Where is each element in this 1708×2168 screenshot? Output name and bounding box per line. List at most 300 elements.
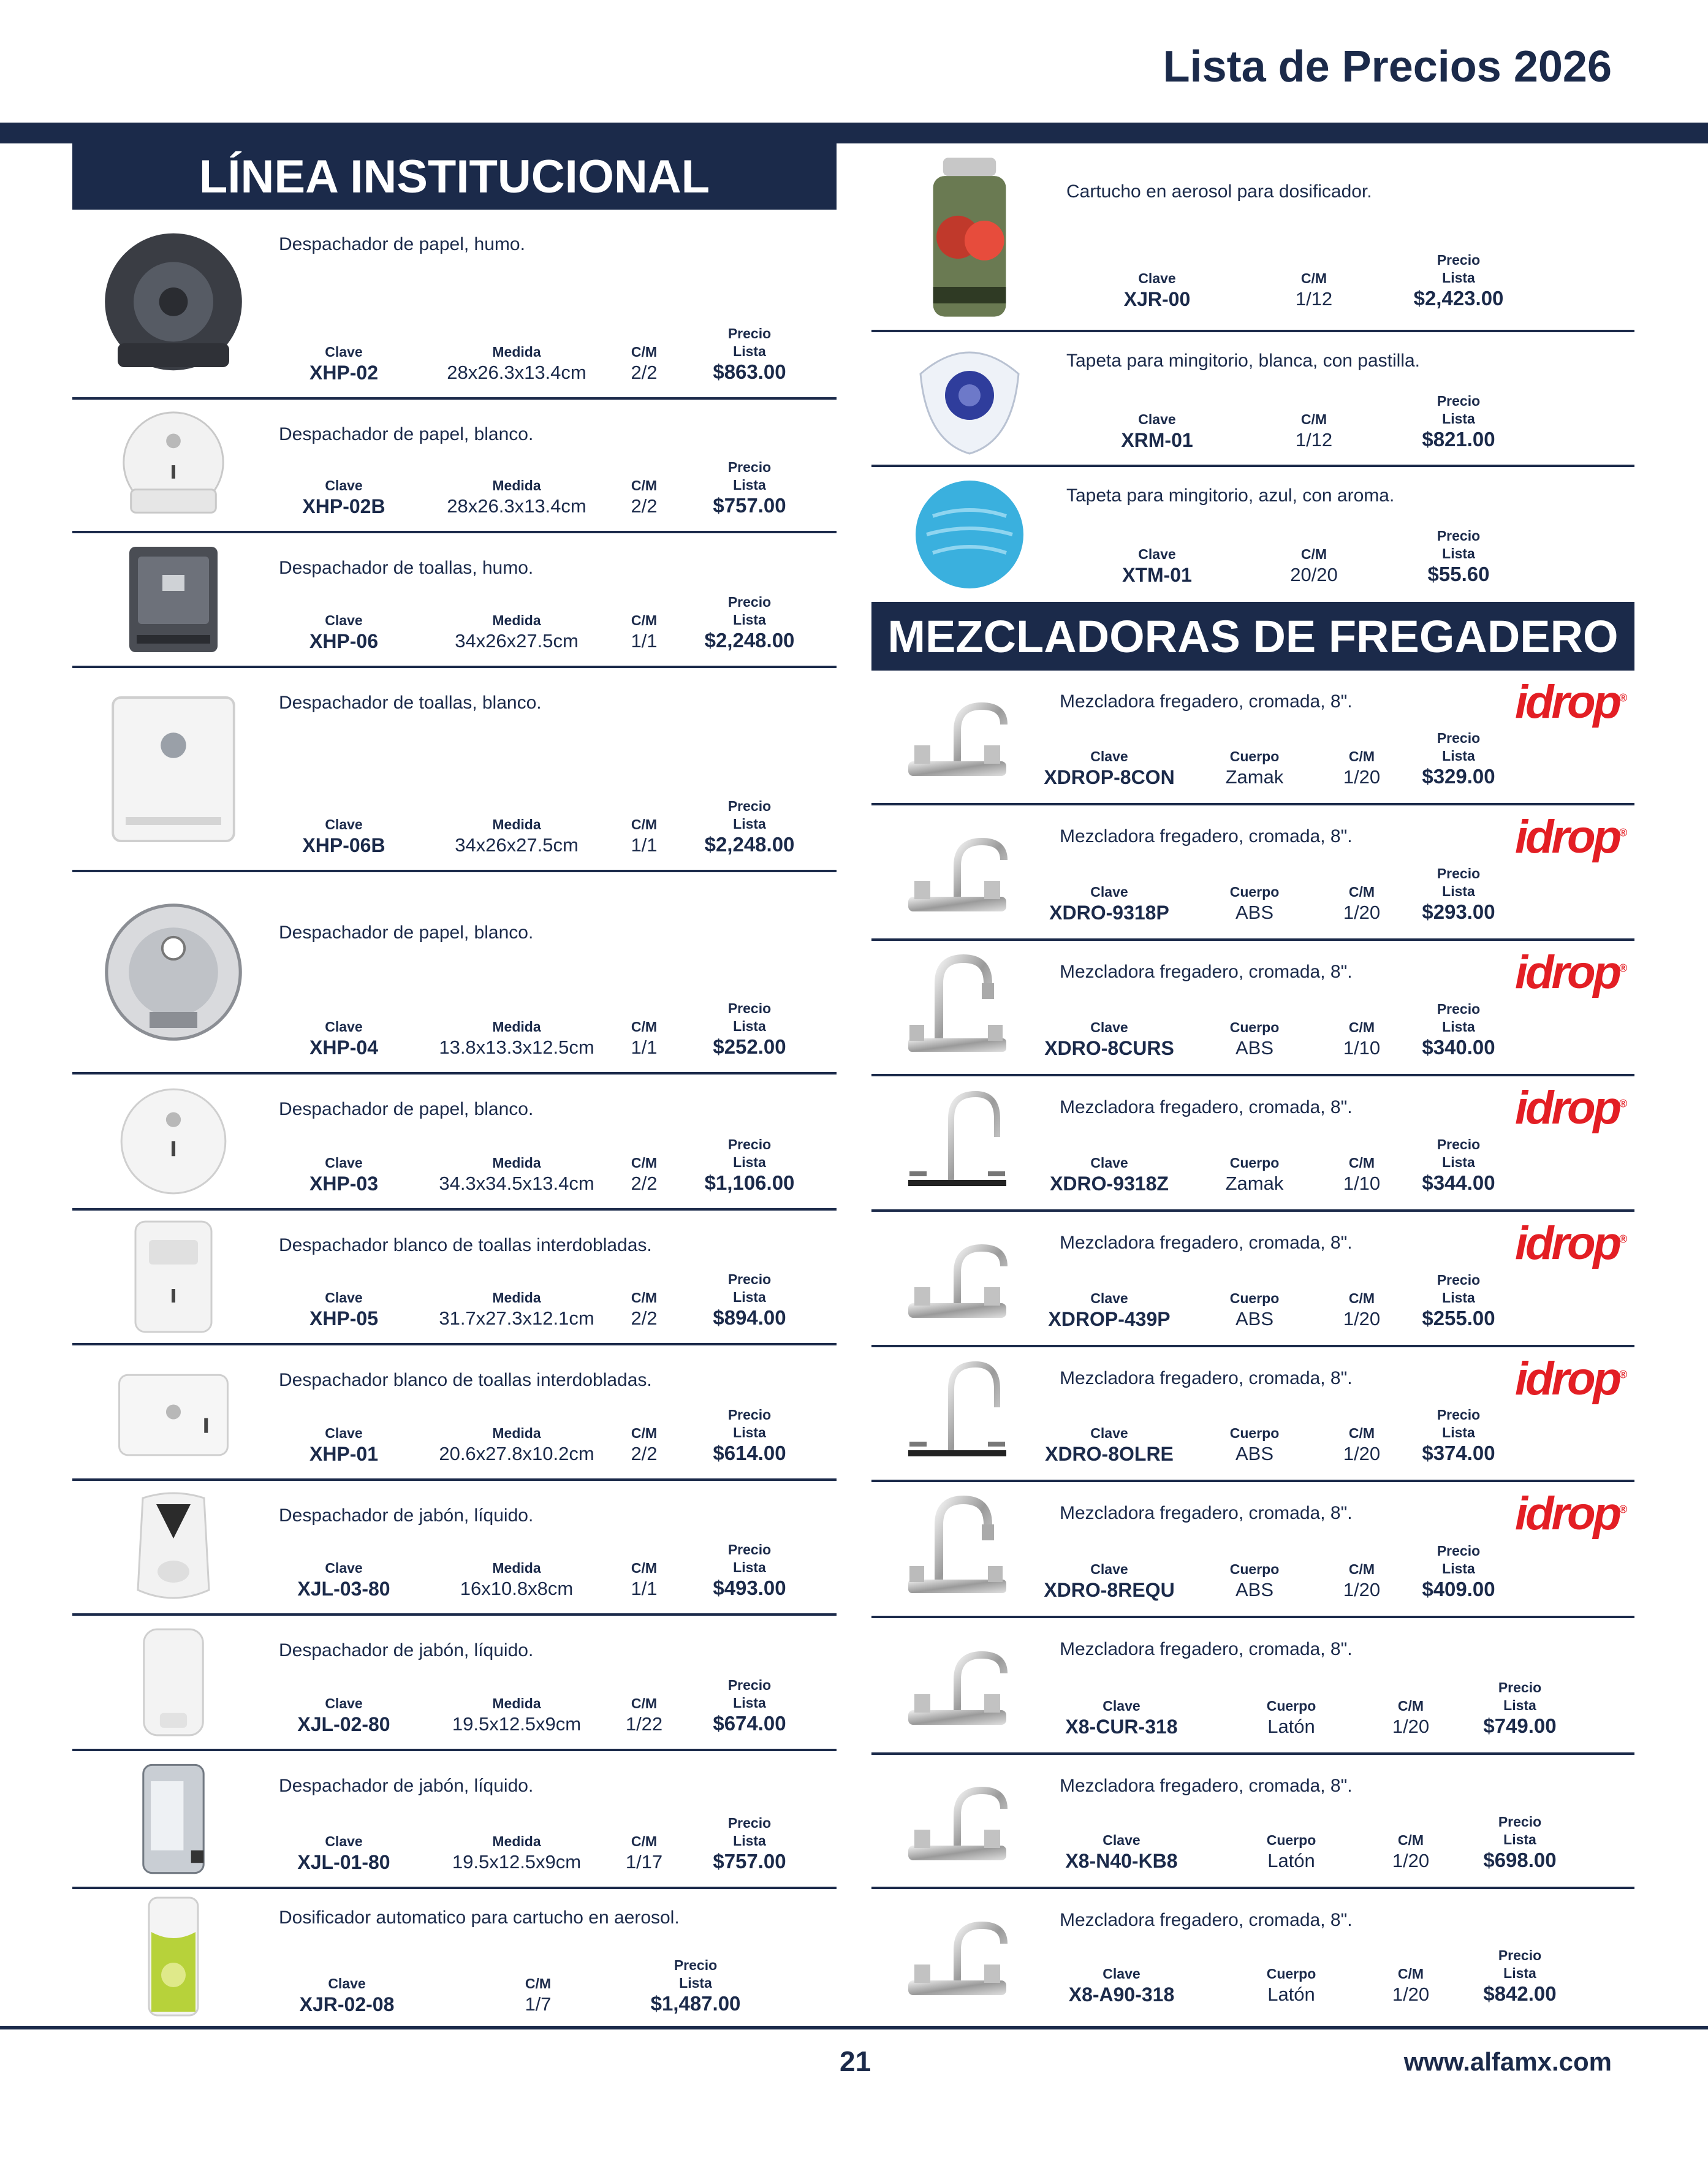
precio-cell-label: Lista — [733, 1695, 766, 1711]
product-row — [871, 332, 1634, 467]
idrop-logo: idrop® — [1515, 1488, 1625, 1540]
precio-cell-label: Precio — [1437, 1543, 1481, 1559]
product-row — [72, 872, 837, 1074]
cm-cell-value: 1/20 — [1343, 1579, 1381, 1600]
precio-cell — [1422, 392, 1495, 451]
cuerpo-cell-label: Cuerpo — [1229, 1290, 1280, 1306]
cuerpo-cell — [1230, 883, 1280, 924]
cm-cell-value: 1/1 — [631, 630, 658, 652]
precio-cell-value: $340.00 — [1422, 1036, 1495, 1059]
cm-cell-label: C/M — [631, 1833, 658, 1849]
medida-cell — [447, 343, 586, 384]
precio-cell — [1422, 1136, 1495, 1195]
clave-cell-label: Clave — [1138, 411, 1176, 427]
idrop-logo-text: idrop — [1515, 1488, 1619, 1540]
medida-cell-value: 31.7x27.3x12.1cm — [439, 1307, 594, 1329]
product-row — [871, 1076, 1634, 1212]
precio-cell — [713, 1406, 786, 1465]
product-row — [871, 1889, 1634, 2023]
precio-cell-value: $2,423.00 — [1413, 287, 1504, 310]
cm-cell-value: 1/20 — [1343, 902, 1381, 923]
clave-cell-label: Clave — [1090, 884, 1128, 900]
precio-cell-label: Lista — [1442, 1561, 1475, 1577]
precio-cell — [713, 1676, 786, 1735]
clave-cell — [309, 1018, 378, 1059]
clave-cell-value: XRM-01 — [1121, 429, 1193, 451]
medida-cell — [452, 1695, 581, 1736]
soap-dispenser-clear-icon — [72, 1751, 275, 1887]
website-link[interactable]: www.alfamx.com — [1403, 2047, 1612, 2076]
precio-cell-label: Lista — [1442, 883, 1475, 899]
precio-cell-value: $698.00 — [1483, 1849, 1557, 1871]
product-row — [871, 1618, 1634, 1755]
clave-cell-label: Clave — [325, 477, 363, 493]
medida-cell-value: 20.6x27.8x10.2cm — [439, 1443, 594, 1464]
kitchen-faucet-gooseneck-icon — [871, 1076, 1043, 1209]
clave-cell-value: XJL-03-80 — [297, 1578, 390, 1600]
medida-cell-label: Medida — [492, 477, 541, 493]
cm-cell-value: 1/17 — [625, 1851, 663, 1873]
aerosol-dosifier-icon — [72, 1889, 275, 2024]
product-description: Mezcladora fregadero, cromada, 8". — [1060, 1910, 1353, 1930]
soap-dispenser-white-icon — [72, 1616, 275, 1749]
cuerpo-cell — [1267, 1965, 1316, 2006]
medida-cell-value: 19.5x12.5x9cm — [452, 1851, 582, 1873]
precio-cell-label: Lista — [733, 477, 766, 493]
cm-cell — [1343, 1424, 1380, 1466]
clave-cell — [297, 1833, 390, 1874]
cm-cell-value: 2/2 — [631, 362, 658, 383]
precio-cell-label: Lista — [733, 343, 766, 359]
clave-cell-label: Clave — [1103, 1966, 1141, 1982]
clave-cell-label: Clave — [325, 1833, 363, 1849]
footer-rule — [0, 2026, 1708, 2029]
clave-cell-value: XJR-00 — [1123, 288, 1191, 310]
clave-cell-label: Clave — [1103, 1832, 1141, 1848]
precio-cell-label: Precio — [1437, 865, 1481, 881]
cuerpo-cell — [1230, 1561, 1280, 1602]
idrop-logo: idrop® — [1515, 1217, 1625, 1269]
idrop-logo-text: idrop — [1515, 946, 1619, 998]
clave-cell-label: Clave — [325, 1425, 363, 1441]
cuerpo-cell-label: Cuerpo — [1229, 1425, 1280, 1441]
precio-cell-label: Precio — [727, 798, 772, 814]
clave-cell-value: XTM-01 — [1122, 564, 1192, 586]
precio-cell-label: Precio — [1437, 730, 1481, 746]
precio-cell-label: Precio — [1498, 1814, 1542, 1830]
idrop-logo: idrop® — [1515, 676, 1625, 728]
cm-cell — [631, 1154, 657, 1195]
clave-cell-label: Clave — [325, 1290, 363, 1306]
cm-cell — [1343, 1154, 1380, 1195]
precio-cell-label: Precio — [1437, 528, 1481, 544]
clave-cell-label: Clave — [1103, 1698, 1141, 1714]
product-description: Despachador de papel, blanco. — [279, 424, 534, 444]
cm-cell-label: C/M — [1397, 1832, 1424, 1848]
precio-cell-label: Lista — [1503, 1831, 1536, 1847]
product-description: Mezcladora fregadero, cromada, 8". — [1060, 1776, 1353, 1796]
cm-cell — [631, 612, 657, 653]
precio-cell-label: Precio — [727, 594, 772, 610]
medida-cell-label: Medida — [492, 1560, 541, 1576]
product-description: Despachador de toallas, humo. — [279, 558, 534, 578]
clave-cell — [309, 612, 378, 653]
clave-cell — [1069, 1965, 1175, 2006]
clave-cell — [1044, 1561, 1174, 1602]
precio-cell — [705, 1136, 795, 1195]
product-row — [72, 1616, 837, 1751]
cm-cell — [525, 1975, 551, 2016]
precio-cell — [1422, 865, 1495, 924]
precio-cell-value: $255.00 — [1422, 1307, 1495, 1329]
product-description: Mezcladora fregadero, cromada, 8". — [1060, 1233, 1353, 1253]
cuerpo-cell-value: Latón — [1267, 1984, 1315, 2005]
precio-cell — [705, 797, 795, 856]
precio-cell-value: $329.00 — [1422, 765, 1495, 788]
precio-cell-value: $749.00 — [1483, 1714, 1557, 1737]
clave-cell — [300, 1975, 395, 2016]
precio-cell-label: Precio — [727, 459, 772, 475]
medida-cell — [439, 1289, 594, 1330]
urinal-screen-blue-icon — [871, 467, 1068, 602]
clave-cell — [302, 816, 385, 857]
product-row — [871, 1347, 1634, 1482]
clave-cell-value: XHP-03 — [309, 1173, 379, 1195]
cm-cell — [631, 1018, 657, 1059]
clave-cell-value: XDRO-8CURS — [1044, 1037, 1174, 1059]
cm-cell-label: C/M — [631, 1695, 658, 1711]
precio-cell — [713, 1271, 786, 1329]
medida-cell — [439, 1018, 594, 1059]
product-description: Mezcladora fregadero, cromada, 8". — [1060, 1368, 1353, 1388]
medida-cell — [460, 1559, 573, 1600]
precio-cell-value: $374.00 — [1422, 1442, 1495, 1464]
clave-cell-label: Clave — [325, 1019, 363, 1035]
cuerpo-cell-label: Cuerpo — [1229, 884, 1280, 900]
cuerpo-cell-label: Cuerpo — [1229, 1561, 1280, 1577]
clave-cell — [309, 1154, 378, 1195]
medida-cell — [439, 1154, 594, 1195]
medida-cell-label: Medida — [492, 1290, 541, 1306]
clave-cell — [1049, 883, 1169, 924]
precio-cell-label: Precio — [1437, 1272, 1481, 1288]
medida-cell — [455, 816, 579, 857]
clave-cell — [1065, 1831, 1177, 1873]
clave-cell-label: Clave — [325, 1695, 363, 1711]
cm-cell-value: 1/10 — [1343, 1037, 1381, 1059]
cm-cell-label: C/M — [631, 1425, 658, 1441]
clave-cell-label: Clave — [1090, 1019, 1128, 1035]
precio-cell-value: $2,248.00 — [704, 629, 795, 652]
product-description: Dosificador automatico para cartucho en aerosol. — [279, 1907, 680, 1928]
kitchen-faucet-spout-icon — [871, 805, 1043, 938]
cm-cell-value: 1/20 — [1392, 1716, 1430, 1737]
precio-cell — [713, 325, 786, 384]
medida-cell-value: 34x26x27.5cm — [455, 834, 579, 856]
product-row — [72, 668, 837, 872]
cm-cell — [631, 816, 657, 857]
product-description: Tapeta para mingitorio, azul, con aroma. — [1066, 485, 1395, 506]
cuerpo-cell-value: ABS — [1235, 1308, 1274, 1329]
cm-cell-value: 1/12 — [1295, 288, 1333, 310]
cuerpo-cell — [1267, 1831, 1316, 1873]
cm-cell — [1392, 1831, 1429, 1873]
cm-cell-value: 1/7 — [525, 1993, 552, 2015]
clave-cell-label: Clave — [325, 344, 363, 360]
clave-cell-label: Clave — [1138, 270, 1176, 286]
cm-cell-label: C/M — [525, 1976, 552, 1991]
cm-cell-value: 1/22 — [625, 1713, 663, 1735]
medida-cell — [447, 477, 586, 518]
cm-cell — [1343, 748, 1380, 789]
cm-cell-value: 2/2 — [631, 1443, 658, 1464]
cm-cell-label: C/M — [1348, 748, 1375, 764]
cm-cell-value: 2/2 — [631, 495, 658, 517]
product-row — [871, 805, 1634, 941]
precio-cell-value: $674.00 — [713, 1712, 786, 1735]
medida-cell-value: 13.8x13.3x12.5cm — [439, 1036, 594, 1058]
cm-cell — [631, 343, 657, 384]
idrop-logo: idrop® — [1515, 811, 1625, 863]
precio-cell-value: $614.00 — [713, 1442, 786, 1464]
idrop-logo-text: idrop — [1515, 676, 1619, 728]
precio-cell-label: Precio — [727, 1677, 772, 1693]
precio-cell-value: $2,248.00 — [704, 833, 795, 856]
precio-cell-value: $493.00 — [713, 1577, 786, 1599]
cm-cell-label: C/M — [631, 1560, 658, 1576]
precio-cell-label: Precio — [1437, 252, 1481, 268]
product-description: Despachador de jabón, líquido. — [279, 1640, 534, 1660]
clave-cell-value: XHP-02B — [302, 495, 385, 517]
precio-cell-label: Precio — [1498, 1679, 1542, 1695]
clave-cell-label: Clave — [1090, 1561, 1128, 1577]
cm-cell-label: C/M — [1300, 546, 1327, 562]
cuerpo-cell-value: Latón — [1267, 1716, 1315, 1737]
product-row — [72, 1751, 837, 1889]
product-row — [72, 1481, 837, 1616]
precio-cell — [1414, 251, 1504, 310]
precio-cell-label: Precio — [1437, 1001, 1481, 1017]
product-row — [72, 400, 837, 533]
product-description: Despachador de papel, humo. — [279, 234, 525, 254]
precio-cell-label: Lista — [1503, 1697, 1536, 1713]
header-bar — [0, 123, 1708, 143]
cuerpo-cell-value: Zamak — [1225, 766, 1284, 788]
clave-cell — [302, 477, 385, 518]
product-row — [72, 1889, 837, 2024]
kitchen-faucet-gooseneck-icon — [871, 1347, 1043, 1480]
product-description: Tapeta para mingitorio, blanca, con pastilla. — [1066, 351, 1421, 371]
cuerpo-cell-value: Zamak — [1225, 1173, 1284, 1194]
precio-cell — [1422, 1406, 1495, 1465]
product-row — [871, 671, 1634, 805]
clave-cell-value: XHP-04 — [309, 1036, 379, 1059]
precio-cell-label: Precio — [1437, 393, 1481, 409]
cuerpo-cell-value: ABS — [1235, 1579, 1274, 1600]
page-number: 21 — [840, 2045, 871, 2077]
product-row — [871, 1212, 1634, 1347]
clave-cell-value: XDRO-8OLRE — [1045, 1443, 1174, 1465]
cuerpo-cell-label: Cuerpo — [1266, 1698, 1316, 1714]
clave-cell-value: XJL-01-80 — [297, 1851, 390, 1873]
clave-cell — [1124, 270, 1191, 311]
medida-cell-value: 19.5x12.5x9cm — [452, 1713, 582, 1735]
clave-cell-label: Clave — [1138, 546, 1176, 562]
precio-cell — [1483, 1813, 1556, 1872]
urinal-screen-white-icon — [871, 332, 1068, 465]
cuerpo-cell-value: ABS — [1235, 1443, 1274, 1464]
product-description: Despachador blanco de toallas interdobladas. — [279, 1370, 652, 1390]
medida-cell — [452, 1833, 581, 1874]
precio-cell-label: Lista — [733, 1559, 766, 1575]
precio-cell — [713, 1814, 786, 1873]
clave-cell-label: Clave — [328, 1976, 366, 1991]
cm-cell-value: 1/20 — [1392, 1850, 1430, 1871]
toilet-roll-dispenser-icon — [72, 872, 275, 1072]
product-row — [72, 1211, 837, 1345]
cuerpo-cell — [1226, 1154, 1284, 1195]
precio-cell-label: Lista — [1442, 1154, 1475, 1170]
product-description: Mezcladora fregadero, cromada, 8". — [1060, 691, 1353, 712]
clave-cell-value: X8-N40-KB8 — [1065, 1850, 1178, 1872]
jumbo-roll-dispenser-smoke-icon — [72, 210, 275, 397]
idrop-logo: idrop® — [1515, 1082, 1625, 1134]
cm-cell-label: C/M — [1348, 1155, 1375, 1171]
clave-cell — [309, 1424, 378, 1466]
product-description: Mezcladora fregadero, cromada, 8". — [1060, 826, 1353, 846]
cm-cell-value: 1/20 — [1343, 766, 1381, 788]
cm-cell — [1343, 1561, 1380, 1602]
product-row — [72, 210, 837, 400]
cm-cell-label: C/M — [631, 816, 658, 832]
kitchen-faucet-flex-icon — [871, 941, 1043, 1074]
precio-cell-value: $55.60 — [1427, 563, 1490, 585]
section-title-institucional: LÍNEA INSTITUCIONAL — [72, 143, 837, 210]
precio-cell-label: Precio — [1437, 1136, 1481, 1152]
precio-cell-label: Lista — [1442, 1290, 1475, 1306]
cm-cell-value: 1/10 — [1343, 1173, 1381, 1194]
clave-cell — [1121, 411, 1193, 452]
kitchen-faucet-spout-icon — [871, 1889, 1043, 2023]
cuerpo-cell — [1230, 1290, 1280, 1331]
precio-cell-label: Lista — [733, 1833, 766, 1849]
cm-cell — [1343, 1290, 1380, 1331]
clave-cell-label: Clave — [1090, 748, 1128, 764]
clave-cell-value: XHP-05 — [309, 1307, 379, 1329]
kitchen-faucet-spout-icon — [871, 1212, 1043, 1345]
product-row — [871, 1482, 1634, 1618]
product-description: Mezcladora fregadero, cromada, 8". — [1060, 1097, 1353, 1117]
clave-cell — [1065, 1697, 1177, 1738]
precio-cell-label: Precio — [727, 325, 772, 341]
medida-cell-label: Medida — [492, 1425, 541, 1441]
kitchen-faucet-spout-icon — [871, 671, 1043, 803]
cuerpo-cell-value: Latón — [1267, 1850, 1315, 1871]
product-description: Mezcladora fregadero, cromada, 8". — [1060, 962, 1353, 982]
precio-cell-value: $757.00 — [713, 494, 786, 517]
precio-cell — [1483, 1679, 1556, 1738]
cm-cell-label: C/M — [631, 1019, 658, 1035]
clave-cell-value: XDRO-8REQU — [1044, 1579, 1175, 1601]
cm-cell-label: C/M — [631, 1155, 658, 1171]
clave-cell-value: XDROP-439P — [1048, 1308, 1171, 1330]
cm-cell — [631, 1289, 657, 1330]
clave-cell-value: XDRO-9318P — [1049, 902, 1169, 924]
cuerpo-cell — [1230, 1019, 1280, 1060]
product-description: Despachador blanco de toallas interdobladas. — [279, 1235, 652, 1255]
clave-cell-value: X8-A90-318 — [1068, 1984, 1175, 2006]
precio-cell-label: Lista — [733, 1018, 766, 1034]
precio-cell-value: $344.00 — [1422, 1171, 1495, 1194]
clave-cell — [1045, 1424, 1174, 1466]
clave-cell-value: XHP-01 — [309, 1443, 379, 1465]
cm-cell-label: C/M — [1300, 411, 1327, 427]
cm-cell-label: C/M — [1397, 1966, 1424, 1982]
cm-cell — [631, 477, 657, 518]
towel-dispenser-white-icon — [72, 668, 275, 870]
product-row — [871, 145, 1634, 332]
medida-cell-label: Medida — [492, 1695, 541, 1711]
horizontal-towel-dispenser-icon — [72, 1345, 275, 1478]
precio-cell-label: Precio — [727, 1815, 772, 1831]
precio-cell-label: Lista — [1503, 1965, 1536, 1981]
cm-cell-value: 1/20 — [1343, 1308, 1381, 1329]
product-row — [72, 1345, 837, 1481]
cm-cell-label: C/M — [1348, 1290, 1375, 1306]
cm-cell — [631, 1559, 657, 1600]
medida-cell-label: Medida — [492, 1155, 541, 1171]
cm-cell-value: 2/2 — [631, 1173, 658, 1194]
precio-cell-value: $757.00 — [713, 1850, 786, 1873]
product-row — [871, 467, 1634, 602]
idrop-logo-text: idrop — [1515, 811, 1619, 863]
clave-cell-value: X8-CUR-318 — [1065, 1716, 1178, 1738]
product-description: Despachador de papel, blanco. — [279, 922, 534, 943]
precio-cell — [713, 1541, 786, 1600]
aerosol-can-icon — [871, 145, 1068, 330]
cm-cell-label: C/M — [1397, 1698, 1424, 1714]
cm-cell — [1343, 1019, 1380, 1060]
precio-cell-label: Lista — [733, 1289, 766, 1305]
precio-cell-label: Lista — [1442, 1019, 1475, 1035]
idrop-logo-text: idrop — [1515, 1082, 1619, 1134]
cm-cell — [1296, 270, 1332, 311]
precio-cell-value: $863.00 — [713, 360, 786, 383]
precio-cell — [1428, 527, 1490, 586]
cm-cell — [1343, 883, 1380, 924]
cuerpo-cell — [1267, 1697, 1316, 1738]
precio-cell — [1422, 1000, 1495, 1059]
cm-cell — [626, 1833, 662, 1874]
cm-cell-value: 1/12 — [1295, 429, 1333, 451]
product-description: Mezcladora fregadero, cromada, 8". — [1060, 1503, 1353, 1523]
precio-cell-label: Precio — [727, 1542, 772, 1558]
precio-cell — [705, 593, 795, 652]
clave-cell-label: Clave — [325, 816, 363, 832]
precio-cell — [713, 1000, 786, 1059]
product-row — [871, 1755, 1634, 1889]
product-row — [72, 533, 837, 668]
product-description: Despachador de toallas, blanco. — [279, 693, 542, 713]
cm-cell-value: 1/1 — [631, 834, 658, 856]
product-description: Despachador de jabón, líquido. — [279, 1776, 534, 1796]
product-description: Despachador de jabón, líquido. — [279, 1505, 534, 1526]
precio-cell-value: $293.00 — [1422, 900, 1495, 923]
folded-towel-dispenser-icon — [72, 1211, 275, 1343]
medida-cell-value: 34x26x27.5cm — [455, 630, 579, 652]
product-row — [72, 1074, 837, 1211]
clave-cell-value: XDROP-8CON — [1044, 766, 1175, 788]
